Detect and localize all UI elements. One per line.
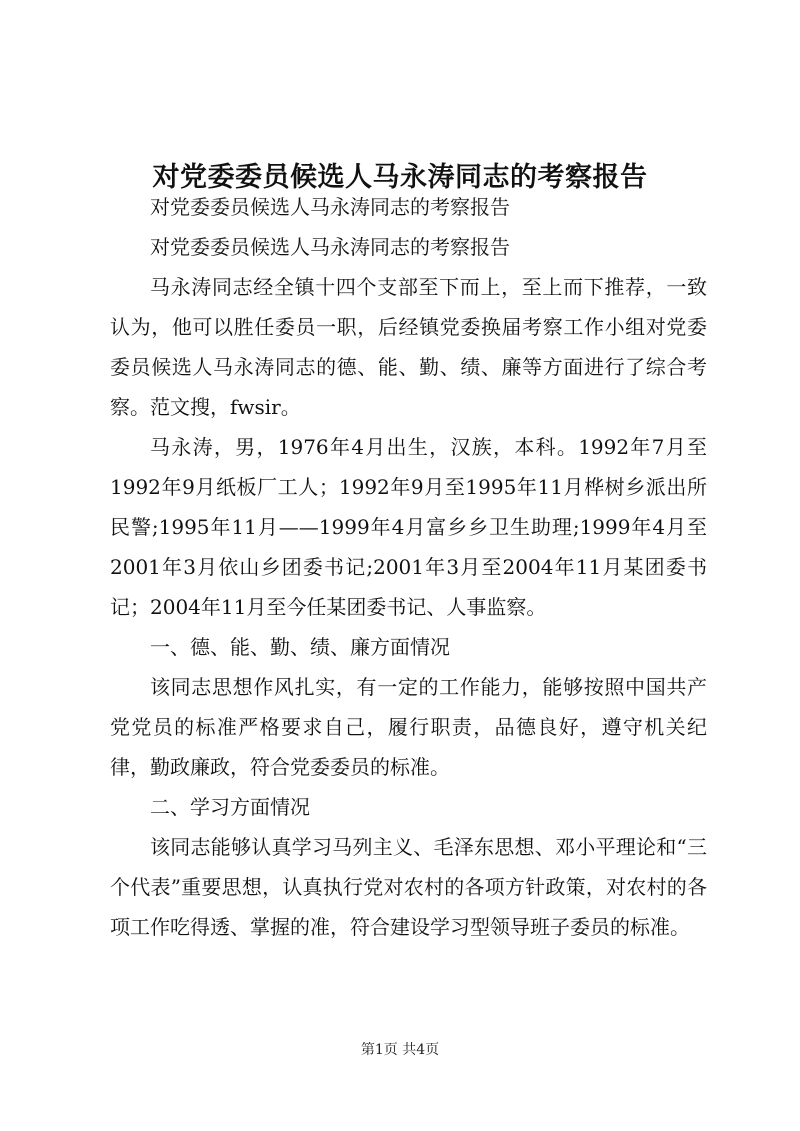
document-title: 对党委委员候选人马永涛同志的考察报告 [152,162,648,194]
document-body [110,187,707,947]
biography-paragraph: 马永涛，男，1976年4月出生，汉族，本科。1992年7月至1992年9月纸板厂工人；1992年9月至1995年11月桦树乡派出所民警;1995年11月——1999年4月富乡乡卫生助理;1999年4月至2001年3月依山乡团委书记;2001年3月至2004年11月某团委书记；2004年11月至今任某团委书记、人事监察。 [110,435,707,619]
section-2-paragraph: 该同志能够认真学习马列主义、毛泽东思想、邓小平理论和“三个代表”重要思想，认真执行党对农村的各项方针政策，对农村的各项工作吃得透、掌握的准，符合建设学习型领导班子委员的标准。 [110,835,707,939]
page-footer: 第1页 共4页 [360,1042,440,1058]
section-heading-2: 二、学习方面情况 [150,795,310,819]
intro-paragraph: 马永涛同志经全镇十四个支部至下而上，至上而下推荐，一致认为，他可以胜任委员一职，后经镇党委换届考察工作小组对党委委员候选人马永涛同志的德、能、勤、绩、廉等方面进行了综合考察。范文搜，fwsir。 [110,275,707,419]
subtitle-line-1: 对党委委员候选人马永涛同志的考察报告 [150,195,510,219]
section-1-paragraph: 该同志思想作风扎实，有一定的工作能力，能够按照中国共产党党员的标准严格要求自己，履行职责，品德良好，遵守机关纪律，勤政廉政，符合党委委员的标准。 [110,675,707,779]
section-heading-1: 一、德、能、勤、绩、廉方面情况 [150,635,450,659]
subtitle-line-2: 对党委委员候选人马永涛同志的考察报告 [150,235,510,259]
